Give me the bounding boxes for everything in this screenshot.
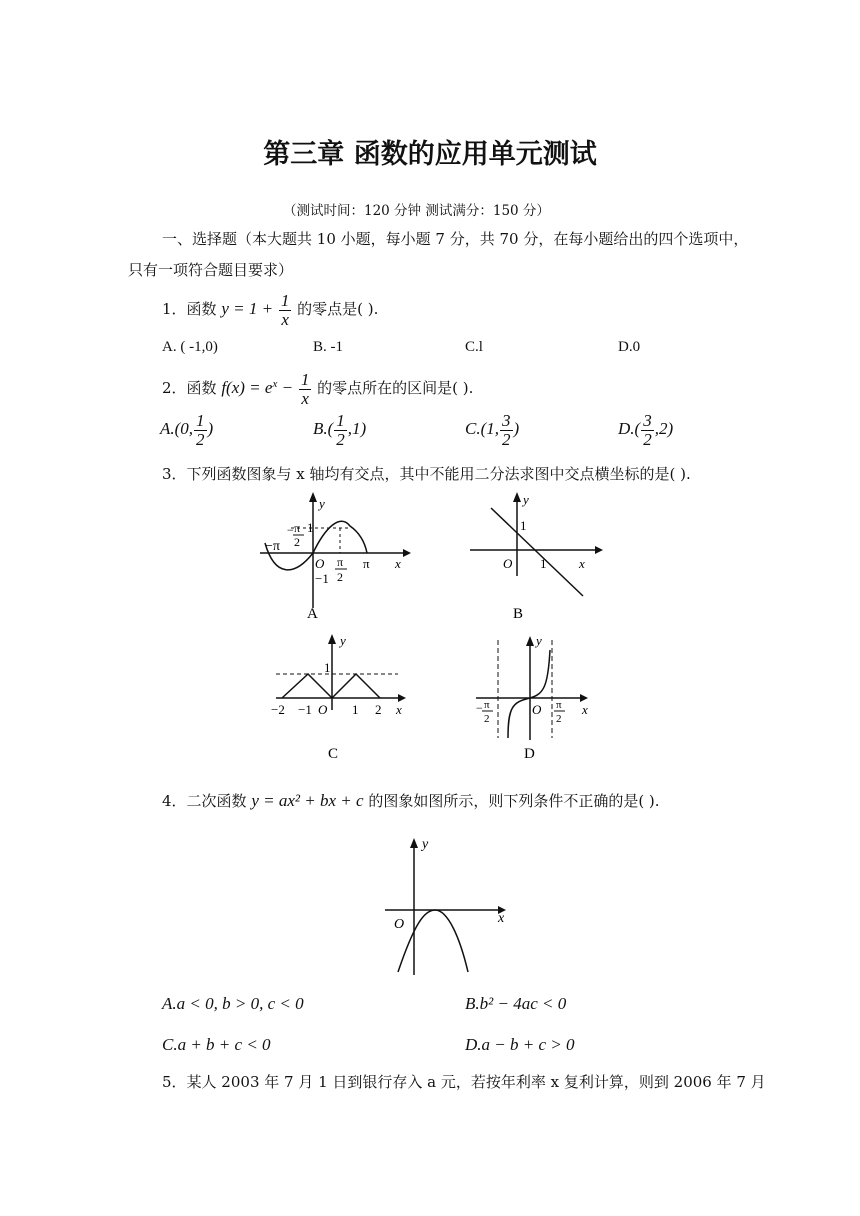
- q2-suffix: 的零点所在的区间是( ).: [317, 379, 474, 397]
- svg-text:−: −: [476, 701, 483, 715]
- q2-option-c: [465, 410, 519, 449]
- graph-d-origin: O: [532, 702, 542, 717]
- graph-q4: [380, 830, 520, 980]
- graph-b: [465, 488, 615, 623]
- graph-d-x-label: x: [582, 702, 588, 717]
- graph-q4-y-label: y: [422, 837, 429, 852]
- svg-text:−2: −2: [271, 702, 285, 717]
- question-3: 3．下列函数图象与 x 轴均有交点，其中不能用二分法求图中交点横坐标的是( ).: [162, 465, 691, 483]
- q4-expression: y = ax² + bx + c: [251, 791, 364, 810]
- q1-option-d: D.0: [618, 339, 641, 355]
- graph-a-y-label: y: [319, 496, 325, 511]
- svg-text:1: 1: [520, 518, 527, 533]
- q2-fraction: [299, 371, 312, 408]
- section-intro-line1: 一、选择题（本大题共 10 小题，每小题 7 分，共 70 分，在每小题给出的四个选项中，: [162, 230, 749, 248]
- graph-b-label: B: [513, 606, 524, 622]
- q4-suffix: 的图象如图所示，则下列条件不正确的是( ).: [368, 792, 660, 810]
- svg-text:1: 1: [324, 660, 331, 675]
- q2-option-b: [313, 410, 366, 449]
- q2-d-post: ,2): [654, 419, 674, 438]
- question-2: [162, 365, 473, 408]
- graph-b-x-label: x: [579, 556, 585, 571]
- q2-b-den: 2: [336, 429, 345, 449]
- q2-c-den: 2: [502, 429, 511, 449]
- svg-text:2: 2: [484, 713, 490, 725]
- graph-b-origin: O: [503, 556, 513, 571]
- graph-d-label: D: [524, 746, 535, 762]
- graph-a-label: A: [307, 606, 318, 622]
- graph-b-y-label: y: [523, 492, 529, 507]
- svg-text:π: π: [294, 521, 301, 535]
- q2-option-a: [160, 410, 213, 449]
- svg-text:2: 2: [294, 535, 300, 549]
- page-title: 第三章 函数的应用单元测试: [263, 139, 597, 170]
- graph-d-y-label: y: [536, 633, 542, 648]
- q2-a-post: ): [207, 419, 214, 438]
- svg-text:π: π: [337, 555, 344, 569]
- svg-text:−π: −π: [265, 539, 280, 554]
- q4-number: 4．二次函数: [162, 792, 247, 810]
- q1-option-c: C.l: [465, 339, 483, 355]
- q2-d-den: 2: [643, 429, 652, 449]
- q4-option-a: A.a < 0, b > 0, c < 0: [162, 994, 304, 1013]
- svg-text:2: 2: [337, 570, 343, 584]
- svg-text:−1: −1: [315, 571, 329, 586]
- graph-c: [268, 630, 418, 765]
- q1-option-a: A. ( -1,0): [162, 339, 218, 355]
- q2-frac-num: 1: [300, 369, 310, 389]
- q2-number: 2．函数: [162, 379, 217, 397]
- graph-q4-x-label: x: [498, 911, 505, 926]
- q2-c-num: 3: [502, 410, 511, 430]
- q4-option-c: C.a + b + c < 0: [162, 1035, 271, 1054]
- graph-a-origin: O: [315, 556, 325, 571]
- q1-number: 1．函数: [162, 300, 217, 318]
- graph-d: [472, 630, 602, 765]
- q2-frac-den: x: [301, 388, 309, 408]
- q2-b-pre: B.(: [313, 419, 334, 438]
- graph-c-label: C: [328, 746, 339, 762]
- q2-minus: −: [277, 378, 294, 397]
- svg-text:1: 1: [307, 520, 314, 535]
- svg-text:π: π: [556, 699, 562, 711]
- svg-text:2: 2: [375, 702, 382, 717]
- q2-d-num: 3: [643, 410, 652, 430]
- q4-option-d: D.a − b + c > 0: [465, 1035, 575, 1054]
- graph-c-y-label: y: [340, 633, 346, 648]
- q2-option-d: [618, 410, 673, 449]
- q4-option-b: B.b² − 4ac < 0: [465, 994, 567, 1013]
- svg-text:2: 2: [556, 713, 562, 725]
- q2-exponent: x: [272, 378, 278, 390]
- graph-q4-origin: O: [394, 917, 405, 932]
- question-5: 5．某人 2003 年 7 月 1 日到银行存入 a 元，若按年利率 x 复利计算，则到 2006 年 7 月: [162, 1073, 766, 1091]
- svg-text:−: −: [287, 523, 294, 537]
- q1-suffix: 的零点是( ).: [297, 300, 379, 318]
- q1-frac-num: 1: [280, 290, 290, 310]
- section-intro-line2: 只有一项符合题目要求）: [128, 261, 294, 279]
- graph-a: [255, 488, 415, 623]
- q2-a-pre: A.(0,: [160, 419, 194, 438]
- svg-text:π: π: [484, 699, 490, 711]
- q2-a-den: 2: [196, 429, 205, 449]
- q2-a-num: 1: [196, 410, 205, 430]
- q2-c-post: ): [513, 419, 520, 438]
- svg-text:π: π: [363, 556, 370, 571]
- q2-b-num: 1: [336, 410, 345, 430]
- q1-frac-den: x: [281, 309, 289, 329]
- question-4: [162, 790, 660, 812]
- graph-c-x-label: x: [396, 702, 402, 717]
- q1-fraction: [279, 292, 292, 329]
- svg-text:1: 1: [540, 556, 547, 571]
- graph-c-origin: O: [318, 702, 328, 717]
- test-meta: （测试时间：120 分钟 测试满分：150 分）: [283, 203, 550, 219]
- graph-a-x-label: x: [395, 556, 401, 571]
- q2-b-post: ,1): [347, 419, 367, 438]
- svg-text:1: 1: [352, 702, 359, 717]
- q2-c-pre: C.(1,: [465, 419, 499, 438]
- question-1: [162, 290, 378, 329]
- q2-expression: f(x) = e: [221, 378, 273, 397]
- q1-expression: y = 1 +: [221, 299, 274, 318]
- q1-option-b: B. -1: [313, 339, 343, 355]
- q2-d-pre: D.(: [618, 419, 641, 438]
- svg-text:−1: −1: [298, 702, 312, 717]
